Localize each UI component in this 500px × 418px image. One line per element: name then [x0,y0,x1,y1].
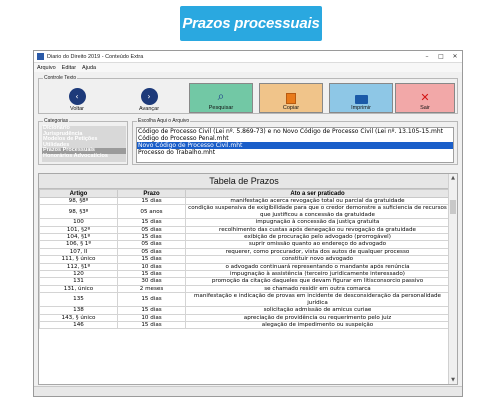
cell-artigo: 107, II [40,248,118,255]
column-header-prazo[interactable]: Prazo [118,190,186,198]
table-row[interactable] [40,285,450,292]
maximize-icon[interactable]: □ [438,53,444,60]
copiar-label: Copiar [282,105,300,111]
table-row[interactable] [40,226,450,233]
pesquisar-label: Pesquisar [208,105,234,111]
file-item[interactable]: Código de Processo Civil (Lei nº. 5.869-73) e no Novo Código de Processo Civil (Lei nº. 13.105-15.mht [138,128,444,135]
minimize-icon[interactable]: – [425,53,429,60]
cell-ato: constituir novo advogado [186,256,450,263]
category-item-selected[interactable]: Prazos Processuais [42,148,126,154]
table-row[interactable] [40,293,450,307]
close-window-icon[interactable]: ✕ [452,53,458,60]
cell-prazo: 15 dias [118,198,186,205]
printer-icon [355,95,368,104]
cell-artigo: 138 [40,307,118,314]
title-bar [34,51,462,63]
app-icon [37,53,44,60]
cell-artigo: 101, §2º [40,226,118,233]
table-row[interactable] [40,248,450,255]
cell-ato: condição suspensiva de exigibilidade para que o credor demonstre a suficiencia de recursos que justificou a concessão da gratuidade [186,205,450,219]
cell-ato: suprir omissão quanto ao endereço do advogado [186,241,450,248]
column-header-ato[interactable]: Ato a ser praticado [186,190,450,198]
cell-prazo: 05 anos [118,205,186,219]
arrow-right-icon: › [141,88,158,105]
avancar-label: Avançar [138,106,160,112]
page-banner [180,6,322,41]
table-title: Tabela de Prazos [39,174,449,189]
cell-ato: recolhimento das custas após denegação ou revogação da gratuidade [186,226,450,233]
table-row[interactable] [40,256,450,263]
copy-icon [286,93,296,104]
banner-title: Prazos processuais [182,15,320,32]
imprimir-label: Imprimir [351,105,371,111]
cell-prazo: 10 dias [118,263,186,270]
cell-artigo: 146 [40,321,118,328]
sair-label: Sair [420,105,430,111]
cell-prazo: 15 dias [118,271,186,278]
table-row[interactable] [40,234,450,241]
table-row[interactable] [40,271,450,278]
cell-artigo: 100 [40,219,118,226]
table-row[interactable] [40,307,450,314]
vertical-scrollbar[interactable] [448,174,457,384]
category-item[interactable]: Utilidades [43,141,70,148]
cell-ato: promoção da citação daqueles que devam figurar em litisconsorcio passivo [186,278,450,285]
cell-prazo: 15 dias [118,256,186,263]
cell-ato: solicitação admissão de amicus curiae [186,307,450,314]
prazos-table-view [38,173,458,385]
cell-prazo: 15 dias [118,307,186,314]
cell-prazo: 10 dias [118,314,186,321]
controls-group [38,75,458,114]
cell-artigo: 111, § único [40,256,118,263]
cell-artigo: 98, §3º [40,205,118,219]
file-item-selected[interactable]: Novo Código de Processo Civil.mht [137,142,453,149]
app-window [33,50,463,397]
cell-artigo: 112, §1º [40,263,118,270]
categories-group [38,118,128,165]
file-item[interactable]: Código do Processo Penal.mht [138,135,229,142]
cell-ato: manifestação e indicação de provas em incidente de desconsideração da personalidade jurídica [186,293,450,307]
cell-ato: impugnação à assistência (terceiro juridicamente interessado) [186,271,450,278]
cell-prazo: 15 dias [118,293,186,307]
table-row[interactable] [40,241,450,248]
cell-artigo: 106, § 1º [40,241,118,248]
cell-ato: alegação de impedimento ou suspeição [186,321,450,328]
sair-button[interactable] [395,83,455,113]
category-item[interactable]: Dicionário [43,125,70,131]
cell-ato: manifestação acerca revogação total ou parcial da gratuidade [186,198,450,205]
cell-prazo: 05 dias [118,241,186,248]
file-item[interactable]: Processo do Trabalho.mht [138,149,216,156]
controls-group-label: Controle Texto [44,75,77,81]
column-header-artigo[interactable]: Artigo [40,190,118,198]
cell-artigo: 120 [40,271,118,278]
menu-bar [34,63,462,72]
table-row[interactable] [40,314,450,321]
voltar-label: Voltar [69,106,85,112]
cell-prazo: 30 dias [118,278,186,285]
files-group [132,118,458,165]
cell-prazo: 15 dias [118,321,186,328]
scroll-down-icon[interactable]: ▼ [451,377,455,383]
category-item[interactable]: Honorários Advocatícios [43,152,108,159]
voltar-button[interactable] [47,83,107,113]
status-bar [34,386,462,396]
cell-ato: se chamado residir em outra comarca [186,285,450,292]
cell-artigo: 131, único [40,285,118,292]
cell-prazo: 05 dias [118,226,186,233]
imprimir-button[interactable] [329,83,393,113]
cell-ato: apreciação de providência ou requerimento pelo juiz [186,314,450,321]
cell-ato: impugnação à concessão da justiça gratuita [186,219,450,226]
cell-prazo: 15 dias [118,219,186,226]
categories-list [42,126,126,162]
table-row[interactable] [40,278,450,285]
cell-ato: requerer, como procurador, vista dos autos de qualquer processo [186,248,450,255]
table-row[interactable] [40,263,450,270]
table-row[interactable] [40,205,450,219]
cell-artigo: 143, § único [40,314,118,321]
category-item[interactable]: Jurisprudência [43,130,83,137]
scroll-up-icon[interactable]: ▲ [451,175,455,181]
cell-prazo: 15 dias [118,234,186,241]
window-title: Diario do Direito 2019 - Conteúdo Extra [47,53,144,60]
files-list [136,127,454,163]
cell-artigo: 131 [40,278,118,285]
search-icon: ⌕ [217,89,225,103]
table-row[interactable] [40,198,450,205]
table-row[interactable] [40,219,450,226]
avancar-button[interactable] [117,83,181,113]
copiar-button[interactable] [259,83,323,113]
categories-label: Categorias [44,118,69,124]
cell-prazo: 05 dias [118,248,186,255]
category-item[interactable]: Modelos de Petições [43,136,98,143]
scroll-thumb[interactable] [450,200,456,214]
prazos-table [39,189,450,329]
cell-artigo: 135 [40,293,118,307]
arrow-left-icon: ‹ [69,88,86,105]
cell-prazo: 2 meses [118,285,186,292]
menu-ajuda[interactable]: Ajuda [82,64,97,71]
cell-ato: exibição de procuração pelo advogado (prorrogável) [186,234,450,241]
pesquisar-button[interactable] [189,83,253,113]
cell-artigo: 104, §1º [40,234,118,241]
table-row[interactable] [40,321,450,328]
menu-arquivo[interactable]: Arquivo [37,64,56,71]
files-label: Escolha Aqui o Arquivo [138,118,190,124]
cell-artigo: 98, §8º [40,198,118,205]
exit-icon: ✕ [420,91,430,104]
menu-editar[interactable]: Editar [61,64,77,71]
cell-ato: o advogado continuará representando o mandante após renúncia [186,263,450,270]
